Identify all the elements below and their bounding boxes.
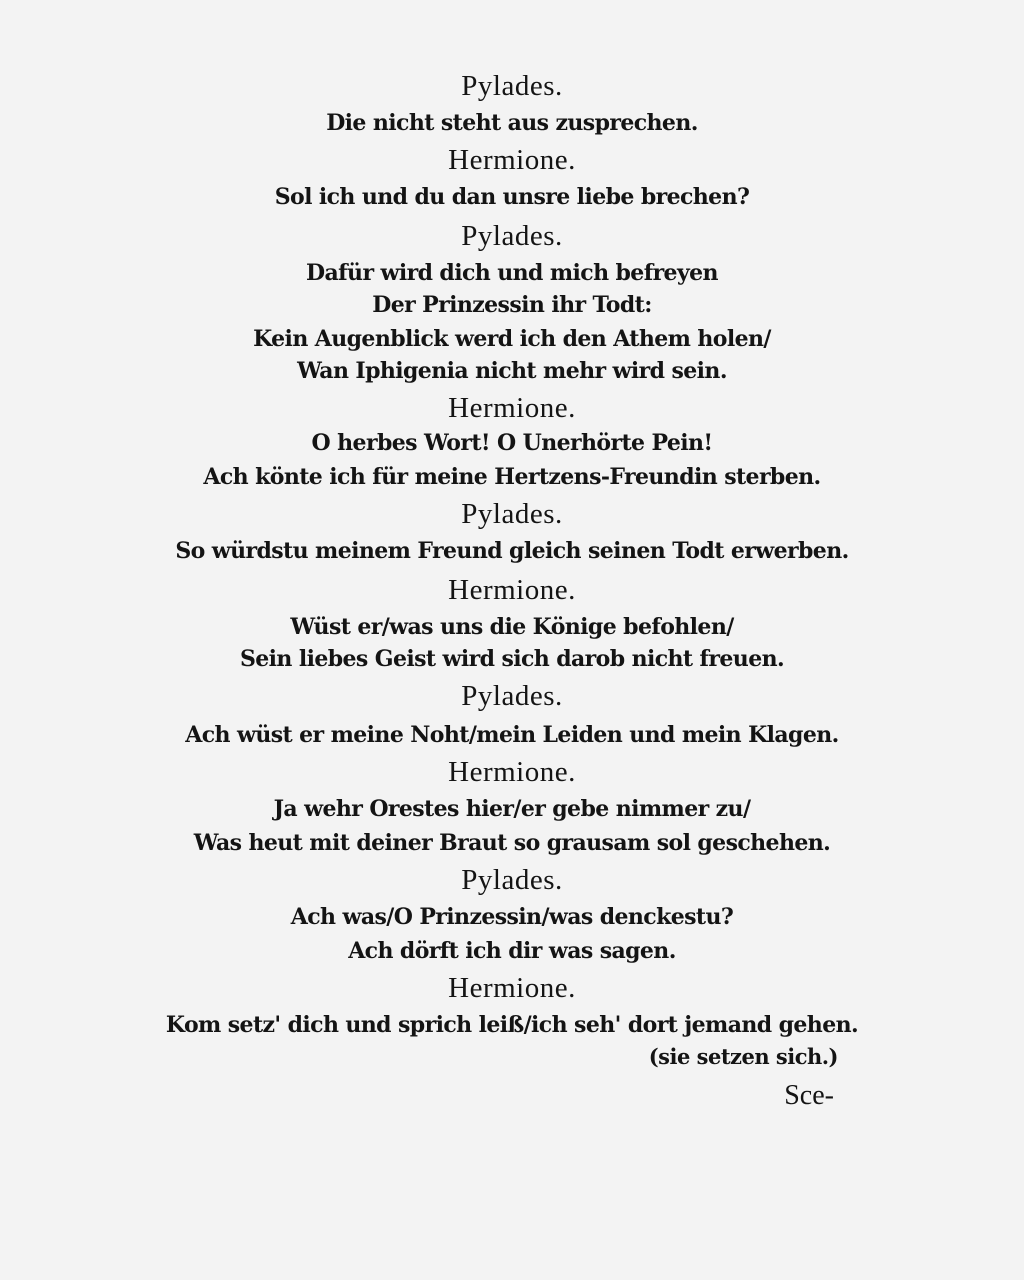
speaker-name: Pylades. [461, 680, 563, 712]
verse-line: Ach könte ich für meine Hertzens-Freundin sterben. [203, 464, 821, 490]
verse-line: Ja wehr Orestes hier/er gebe nimmer zu/ [273, 796, 751, 822]
verse-line: Kom setz' dich und sprich leiß/ich seh' dort jemand gehen. [165, 1012, 859, 1038]
speaker-name: Pylades. [461, 864, 563, 896]
catchword: Sce- [784, 1080, 834, 1111]
verse-line: So würdstu meinem Freund gleich seinen Todt erwerben. [175, 538, 849, 564]
speaker-name: Hermione. [448, 756, 576, 788]
verse-line: O herbes Wort! O Unerhörte Pein! [311, 430, 713, 456]
speaker-name: Hermione. [448, 144, 576, 176]
verse-line: Der Prinzessin ihr Todt: [372, 292, 652, 318]
speaker-name: Pylades. [461, 498, 563, 530]
speaker-name: Hermione. [448, 574, 576, 606]
verse-line: Ach wüst er meine Noht/mein Leiden und mein Klagen. [185, 722, 839, 748]
verse-line: Ach was/O Prinzessin/was denckestu? [290, 904, 734, 930]
stage-direction: (sie setzen sich.) [648, 1044, 838, 1069]
verse-line: Sein liebes Geist wird sich darob nicht freuen. [239, 646, 785, 672]
speaker-name: Pylades. [461, 70, 563, 102]
verse-line: Dafür wird dich und mich befreyen [306, 260, 718, 286]
speaker-name: Hermione. [448, 392, 576, 424]
verse-line: Wüst er/was uns die Könige befohlen/ [290, 614, 734, 640]
verse-line: Was heut mit deiner Braut so grausam sol geschehen. [193, 830, 831, 856]
speaker-name: Hermione. [448, 972, 576, 1004]
verse-line: Kein Augenblick werd ich den Athem holen/ [253, 326, 771, 352]
verse-line: Sol ich und du dan unsre liebe brechen? [274, 184, 750, 210]
verse-line: Die nicht steht aus zusprechen. [326, 110, 698, 136]
verse-line: Ach dörft ich dir was sagen. [348, 938, 676, 964]
speaker-name: Pylades. [461, 220, 563, 252]
verse-line: Wan Iphigenia nicht mehr wird sein. [297, 358, 727, 384]
